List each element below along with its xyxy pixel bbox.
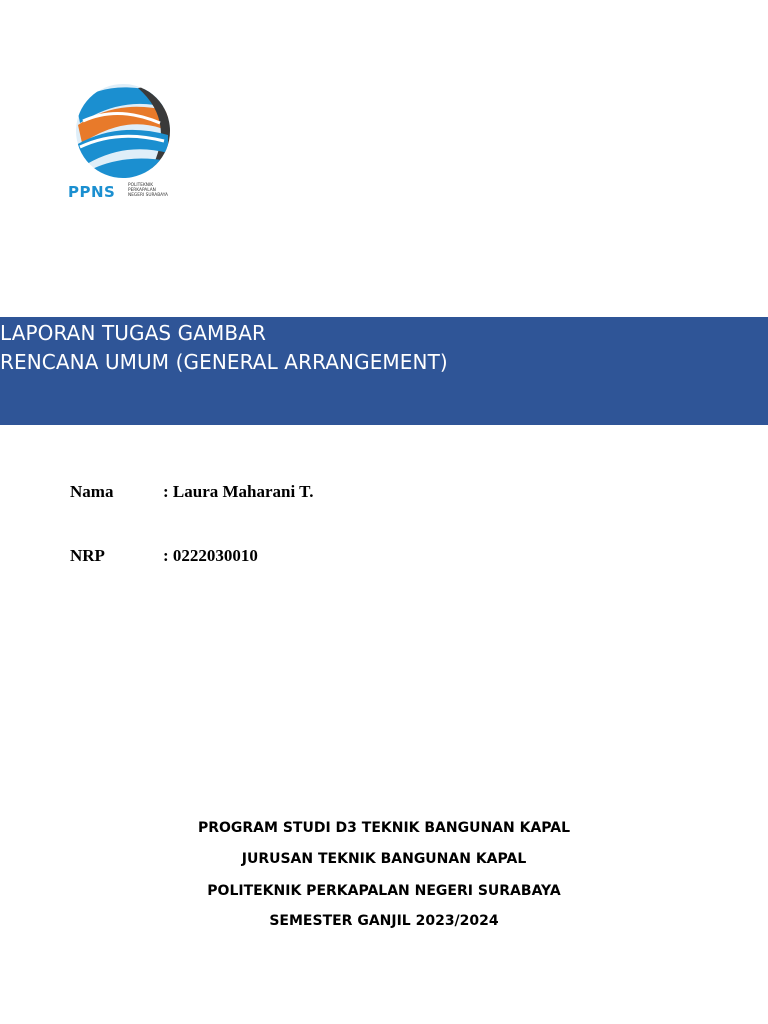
title-line-2: RENCANA UMUM (GENERAL ARRANGEMENT) — [0, 350, 448, 374]
logo-name: PPNS — [68, 183, 116, 201]
title-line-1: LAPORAN TUGAS GAMBAR — [0, 321, 266, 345]
logo-subtitle-line: PERKAPALAN — [128, 188, 156, 193]
footer-semester: SEMESTER GANJIL 2023/2024 — [269, 913, 499, 929]
footer-institution: POLITEKNIK PERKAPALAN NEGERI SURABAYA — [207, 883, 561, 899]
ppns-logo — [68, 83, 176, 201]
title-banner — [0, 317, 768, 425]
footer-department: JURUSAN TEKNIK BANGUNAN KAPAL — [241, 851, 527, 867]
logo-subtitle-line: POLITEKNIK — [128, 183, 154, 188]
logo-subtitle — [128, 183, 178, 198]
ppns-globe-icon — [68, 83, 176, 183]
footer-program: PROGRAM STUDI D3 TEKNIK BANGUNAN KAPAL — [197, 820, 571, 836]
nrp-label: NRP — [70, 546, 105, 565]
name-value: : Laura Maharani T. — [163, 482, 314, 501]
name-label: Nama — [70, 482, 114, 501]
logo-subtitle-line: NEGERI SURABAYA — [128, 193, 168, 198]
nrp-value: : 0222030010 — [163, 546, 258, 565]
